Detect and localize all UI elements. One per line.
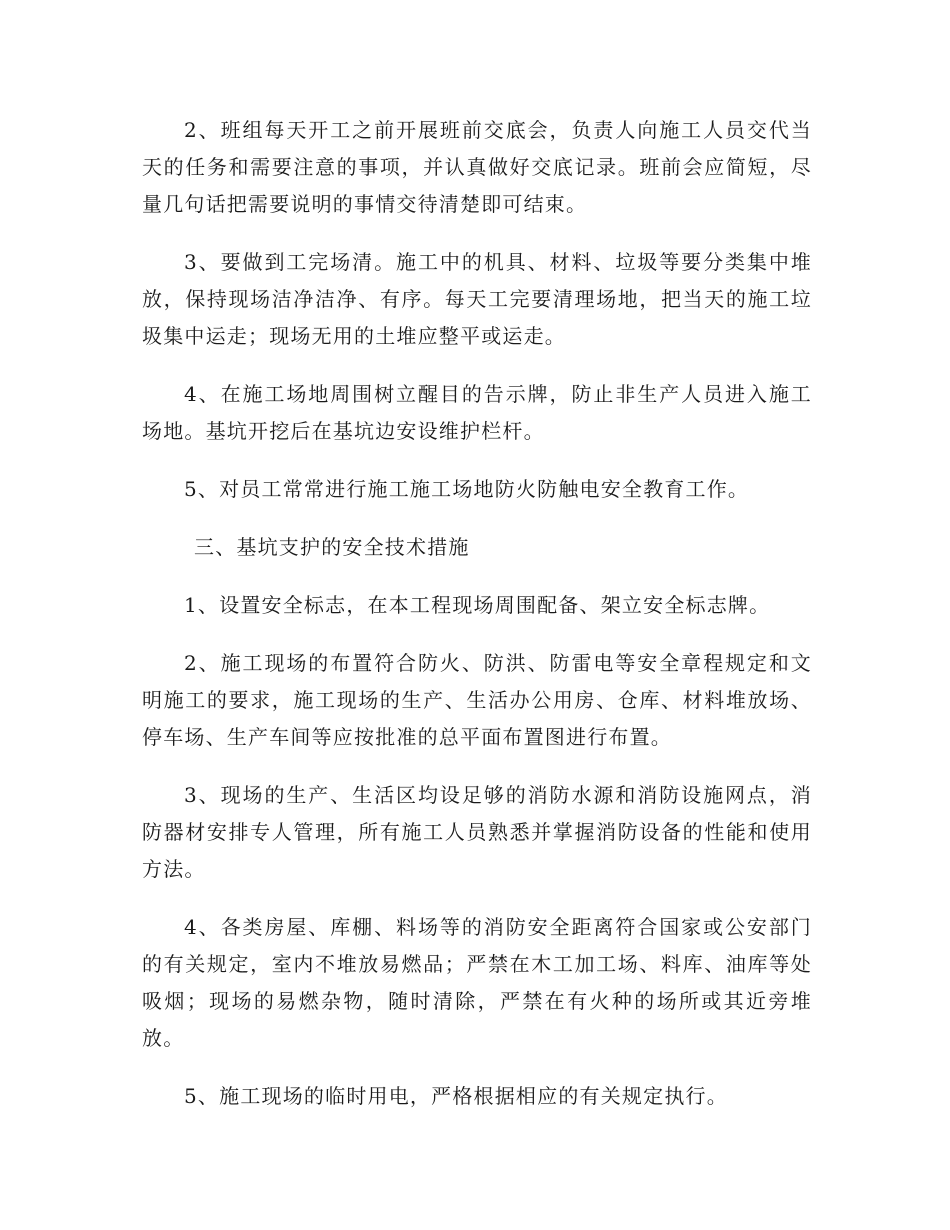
document-body xyxy=(142,112,812,1136)
paragraph-item-3: 3、要做到工完场清。施工中的机具、材料、垃圾等要分类集中堆放，保持现场洁净洁净、有序。每天工完要清理场地，把当天的施工垃圾集中运走；现场无用的土堆应整平或运走。 xyxy=(142,250,812,348)
section-heading: 三、基坑支护的安全技术措施 xyxy=(194,535,470,559)
paragraph-item-3b: 3、现场的生产、生活区均设足够的消防水源和消防设施网点，消防器材安排专人管理，所有施工人员熟悉并掌握消防设备的性能和使用方法。 xyxy=(142,783,812,881)
paragraph-item-4: 4、在施工场地周围树立醒目的告示牌，防止非生产人员进入施工场地。基坑开挖后在基坑边安设维护栏杆。 xyxy=(142,382,812,443)
paragraph-item-5b: 5、施工现场的临时用电，严格根据相应的有关规定执行。 xyxy=(184,1084,728,1108)
paragraph-item-4b: 4、各类房屋、库棚、料场等的消防安全距离符合国家或公安部门的有关规定，室内不堆放易燃品；严禁在木工加工场、料库、油库等处吸烟；现场的易燃杂物，随时清除，严禁在有火种的场所或其近旁堆放。 xyxy=(142,915,812,1050)
paragraph-item-5: 5、对员工常常进行施工施工场地防火防触电安全教育工作。 xyxy=(184,477,750,501)
paragraph-item-2: 2、班组每天开工之前开展班前交底会，负责人向施工人员交代当天的任务和需要注意的事项，并认真做好交底记录。班前会应简短，尽量几句话把需要说明的事情交待清楚即可结束。 xyxy=(142,118,812,216)
paragraph-item-1: 1、设置安全标志，在本工程现场周围配备、架立安全标志牌。 xyxy=(184,593,771,617)
paragraph-item-2b: 2、施工现场的布置符合防火、防洪、防雷电等安全章程规定和文明施工的要求，施工现场的生产、生活办公用房、仓库、材料堆放场、停车场、生产车间等应按批准的总平面布置图进行布置。 xyxy=(142,651,812,749)
